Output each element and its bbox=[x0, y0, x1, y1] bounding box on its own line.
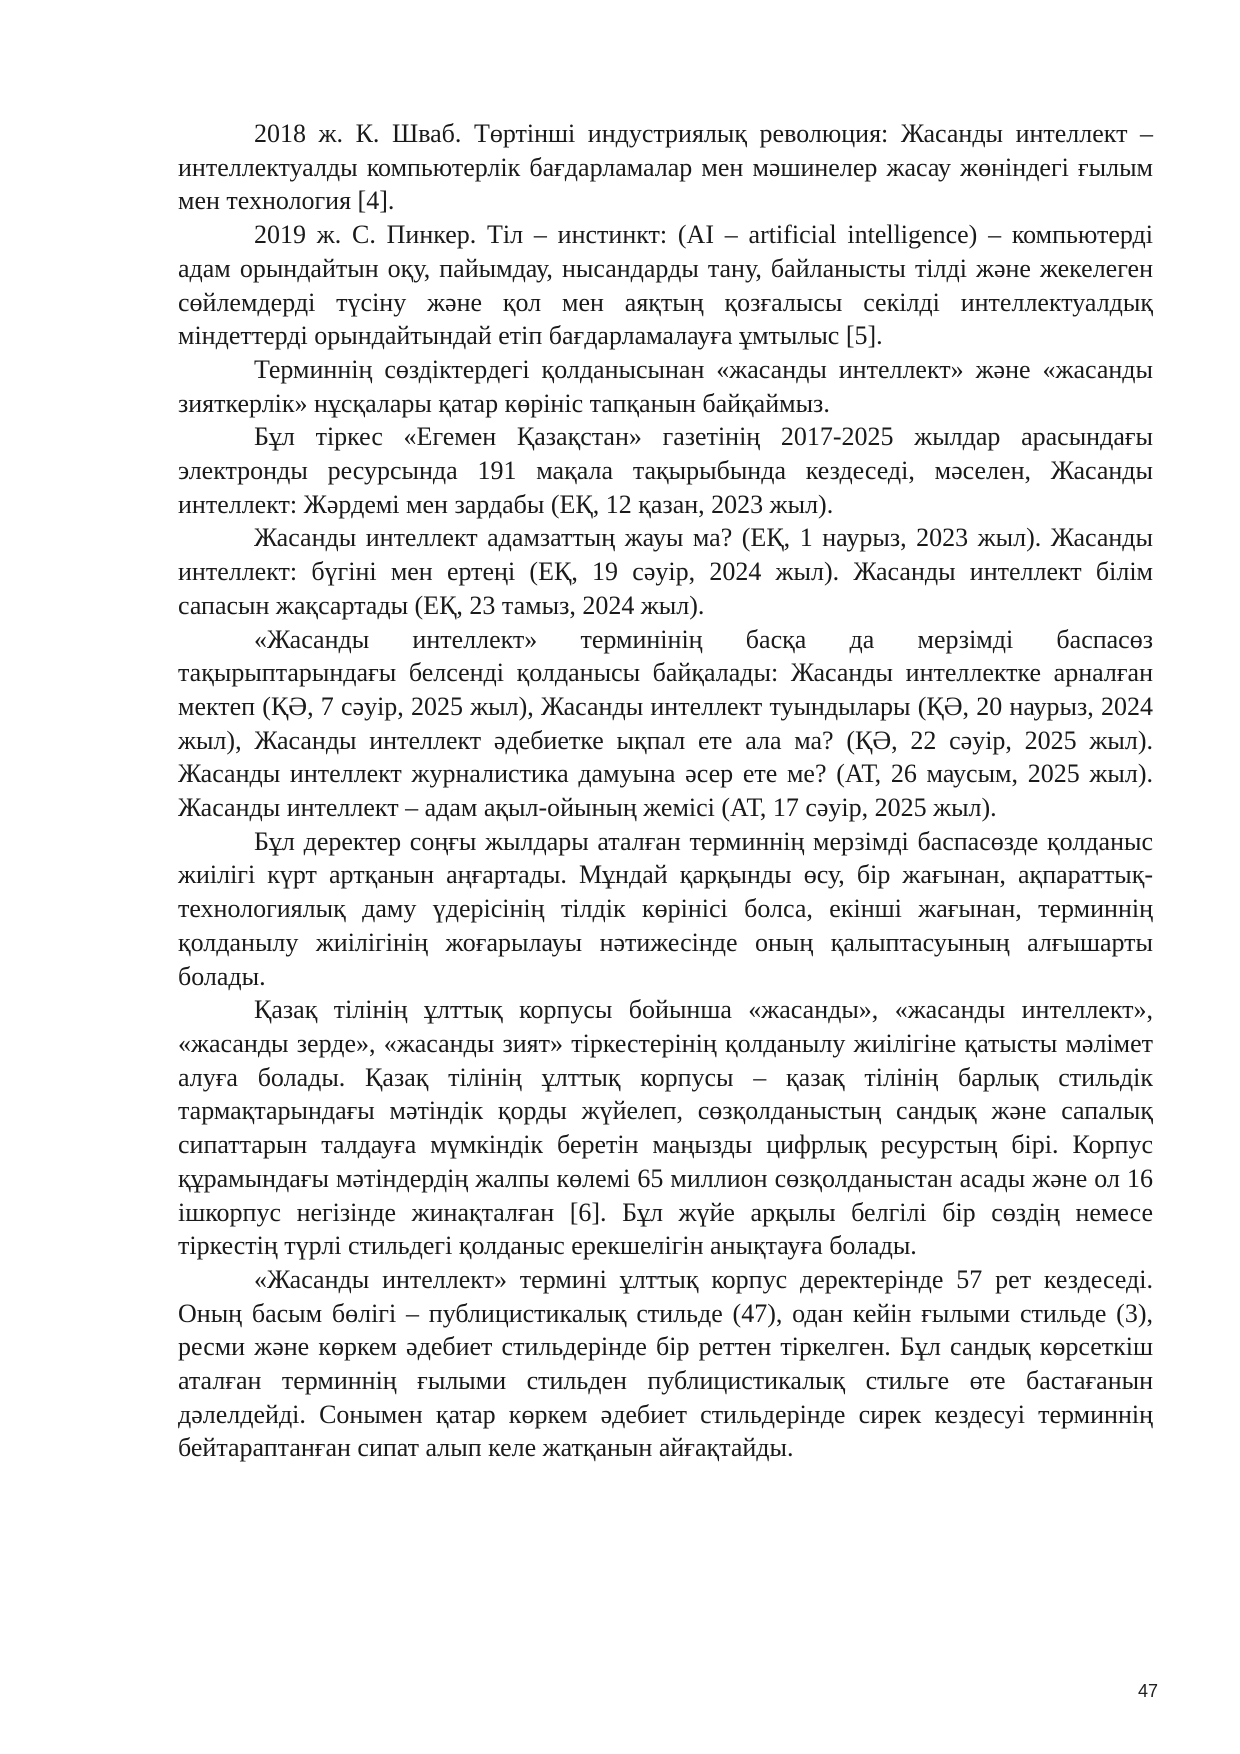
paragraph-egemen-kazakhstan: Бұл тіркес «Егемен Қазақстан» газетінің 2017-2025 жылдар арасындағы электронды ресурсында 191 мақала тақырыбында кездеседі, мәселен, Жасанды интеллект: Жәрдемі мен зардабы (ЕҚ, 12 қазан, 2023 жыл). bbox=[178, 422, 1153, 519]
paragraph-national-corpus: Қазақ тілінің ұлттық корпусы бойынша «жасанды», «жасанды интеллект», «жасанды зерде», «жасанды зият» тіркестерінің қолданылу жиілігіне қатысты мәлімет алуға болады. Қазақ тілінің ұлттық корпусы – қазақ тілінің барлық стильдік тармақтарындағы мәтіндік қорды жүйелеп, сөзқолданыстың сандық және сапалық сипаттарын талдауға мүмкіндік беретін маңызды цифрлық ресурстың бірі. Корпус құрамындағы мәтіндердің жалпы көлемі 65 миллион сөзқолданыстан асады және ол 16 ішкорпус негізінде жинақталған [6]. Бұл жүйе арқылы белгілі бір сөздің немесе тіркестің түрлі стильдегі қолданыс ерекшелігін анықтауға болады. bbox=[178, 995, 1153, 1261]
paragraph-ek-titles: Жасанды интеллект адамзаттың жауы ма? (ЕҚ, 1 наурыз, 2023 жыл). Жасанды интеллект: бүгіні мен ертеңі (ЕҚ, 19 сәуір, 2024 жыл). Жасанды интеллект білім сапасын жақсартады (ЕҚ, 23 тамыз, 2024 жыл). bbox=[178, 523, 1153, 620]
paragraph-dictionary-variants: Терминнің сөздіктердегі қолданысынан «жасанды интеллект» және «жасанды зияткерлік» нұсқалары қатар көрініс тапқанын байқаймыз. bbox=[178, 354, 1153, 418]
paragraph-periodical-usage: «Жасанды интеллект» терминінің басқа да мерзімді баспасөз тақырыптарындағы белсенді қолданысы байқалады: Жасанды интеллектке арналған мектеп (ҚӘ, 7 сәуір, 2025 жыл), Жасанды интеллект туындылары (ҚӘ, 20 наурыз, 2024 жыл), Жасанды интеллект әдебиетке ықпал ете ала ма? (ҚӘ, 22 сәуір, 2025 жыл). Жасанды интеллект журналистика дамуына әсер ете ме? (АТ, 26 маусым, 2025 жыл). Жасанды интеллект – адам ақыл-ойының жемісі (АТ, 17 сәуір, 2025 жыл). bbox=[178, 624, 1153, 823]
paragraph-schwab-definition: 2018 ж. К. Шваб. Төртінші индустриялық революция: Жасанды интеллект – интеллектуалды компьютерлік бағдарламалар мен мәшинелер жасау жөніндегі ғылым мен технология [4]. bbox=[178, 119, 1153, 216]
paragraph-pinker-definition: 2019 ж. С. Пинкер. Тіл – инстинкт: (AI – artificial intelligence) – компьютерді адам орындайтын оқу, пайымдау, нысандарды тану, байланысты тілді және жекелеген сөйлемдерді түсіну және қол мен аяқтың қозғалысы секілді интеллектуалдық міндеттерді орындайтындай етіп бағдарламалауға ұмтылыс [5]. bbox=[178, 220, 1153, 351]
body-text bbox=[178, 117, 1153, 1465]
page-number: 47 bbox=[1137, 1681, 1158, 1701]
paragraph-frequency-growth: Бұл деректер соңғы жылдары аталған терминнің мерзімді баспасөзде қолданыс жиілігі күрт артқанын аңғартады. Мұндай қарқынды өсу, бір жағынан, ақпараттық-технологиялық даму үдерісінің тілдік көрінісі болса, екінші жағынан, терминнің қолданылу жиілігінің жоғарылауы нәтижесінде оның қалыптасуының алғышарты болады. bbox=[178, 826, 1153, 991]
paragraph-corpus-statistics: «Жасанды интеллект» термині ұлттық корпус деректерінде 57 рет кездеседі. Оның басым бөлігі – публицистикалық стильде (47), одан кейін ғылыми стильде (3), ресми және көркем әдебиет стильдерінде бір реттен тіркелген. Бұл сандық көрсеткіш аталған терминнің ғылыми стильден публицистикалық стильге өте бастағанын дәлелдейді. Сонымен қатар көркем әдебиет стильдерінде сирек кездесуі терминнің бейтараптанған сипат алып келе жатқанын айғақтайды. bbox=[178, 1264, 1153, 1463]
